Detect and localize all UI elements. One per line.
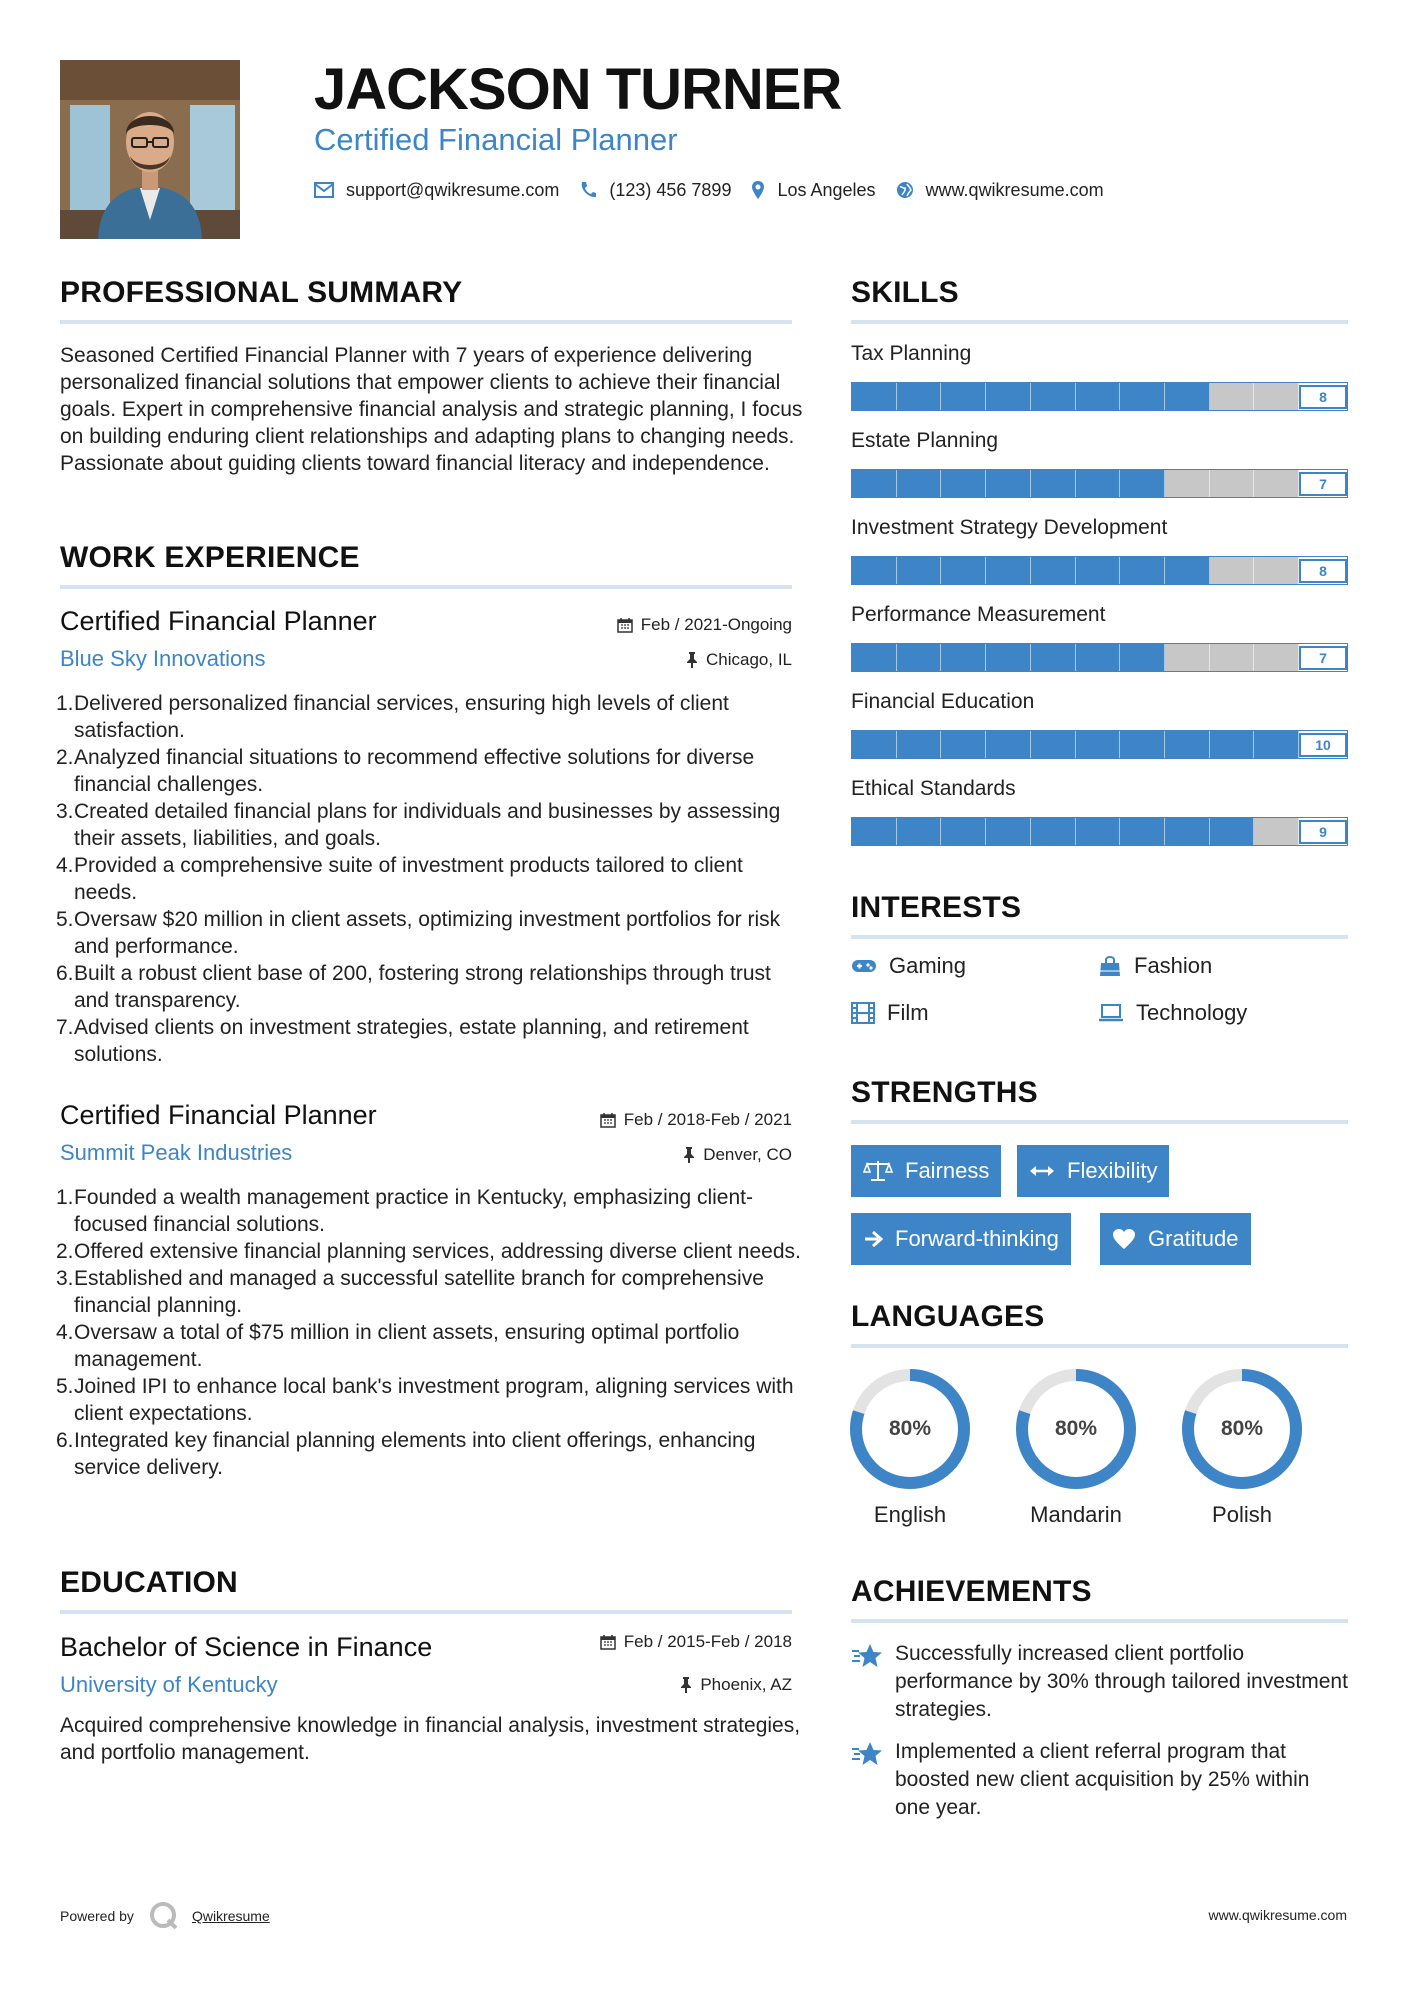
arrow-right-icon bbox=[863, 1230, 883, 1248]
experience-heading: WORK EXPERIENCE bbox=[60, 541, 360, 574]
skill-bar-segment bbox=[1254, 818, 1299, 845]
skill-bar-segment bbox=[1031, 383, 1076, 410]
education-description: Acquired comprehensive knowledge in financial analysis, investment strategies, and portfolio management. bbox=[60, 1714, 801, 1764]
skill-level-box bbox=[1299, 470, 1347, 497]
map-marker-icon bbox=[751, 180, 765, 200]
language-name: Mandarin bbox=[1030, 1502, 1122, 1527]
skill-bar-segment bbox=[852, 470, 897, 497]
star-icon bbox=[851, 1642, 883, 1670]
skill-bar-segment bbox=[1076, 731, 1121, 758]
skill-bar-segment bbox=[1076, 470, 1121, 497]
skill-bar-segment bbox=[941, 731, 986, 758]
skill-label: Ethical Standards bbox=[851, 777, 1016, 800]
strength-label: Fairness bbox=[905, 1158, 990, 1183]
job-2-dates bbox=[600, 1110, 792, 1130]
film-icon bbox=[851, 1002, 875, 1024]
list-item: 6. Integrated key financial planning elements into client offerings, enhancing service delivery. bbox=[56, 1429, 756, 1479]
interest-technology bbox=[1098, 1000, 1247, 1026]
strength-forward-thinking bbox=[851, 1213, 1071, 1265]
contact-email[interactable] bbox=[314, 180, 559, 201]
skill-level-value: 9 bbox=[1299, 820, 1347, 844]
laptop-icon bbox=[1098, 1003, 1124, 1023]
skill-level-value: 7 bbox=[1299, 646, 1347, 670]
skill-label: Estate Planning bbox=[851, 429, 999, 452]
job-1-location-text: Chicago, IL bbox=[706, 650, 792, 669]
interest-label: Technology bbox=[1136, 1000, 1248, 1025]
skill-bar bbox=[851, 469, 1348, 498]
skill-bar-segment bbox=[986, 383, 1031, 410]
skill-bar-segment bbox=[986, 644, 1031, 671]
achievement-item bbox=[851, 1738, 1348, 1822]
skill-bar-segment bbox=[1165, 470, 1210, 497]
calendar-icon bbox=[617, 617, 633, 633]
skill-bar-segment bbox=[852, 644, 897, 671]
contact-website[interactable] bbox=[896, 180, 1104, 201]
contact-phone[interactable] bbox=[579, 180, 731, 201]
skill-bar-segment bbox=[1120, 383, 1165, 410]
strength-gratitude bbox=[1100, 1213, 1251, 1265]
list-item: 3. Established and managed a successful satellite branch for comprehensive financial planning. bbox=[56, 1267, 764, 1317]
skill-level-value: 10 bbox=[1299, 733, 1347, 757]
phone-icon bbox=[579, 181, 597, 199]
skill-bar-segment bbox=[1165, 644, 1210, 671]
skill-label: Investment Strategy Development bbox=[851, 516, 1168, 539]
education-location bbox=[680, 1675, 792, 1695]
contact-bar bbox=[314, 176, 1124, 204]
skill-level-box bbox=[1299, 731, 1347, 758]
interests-divider bbox=[851, 935, 1348, 939]
job-2-company: Summit Peak Industries bbox=[60, 1140, 293, 1165]
pin-icon bbox=[686, 651, 698, 669]
skill-bar-segment bbox=[1165, 818, 1210, 845]
strength-label: Gratitude bbox=[1148, 1226, 1239, 1251]
job-1-location bbox=[686, 650, 792, 670]
skill-bar-segment bbox=[941, 818, 986, 845]
strength-label: Flexibility bbox=[1067, 1158, 1158, 1183]
language-name: Polish bbox=[1212, 1502, 1272, 1527]
contact-location-text: Los Angeles bbox=[777, 179, 876, 200]
job-2-location-text: Denver, CO bbox=[703, 1145, 792, 1164]
interest-gaming bbox=[851, 953, 966, 979]
skill-label: Tax Planning bbox=[851, 342, 972, 365]
strength-fairness bbox=[851, 1145, 1001, 1197]
interest-label: Gaming bbox=[889, 953, 967, 978]
skill-level-box bbox=[1299, 818, 1347, 845]
skill-level-value: 7 bbox=[1299, 472, 1347, 496]
skill-bar-segment bbox=[1031, 644, 1076, 671]
language-ring bbox=[1014, 1367, 1138, 1491]
skills-heading: SKILLS bbox=[851, 276, 959, 309]
achievement-text: Successfully increased client portfolio performance by 30% through tailored investment strategies. bbox=[895, 1642, 1348, 1721]
skill-bar-segment bbox=[1165, 557, 1210, 584]
skill-bar bbox=[851, 817, 1348, 846]
achievement-item bbox=[851, 1640, 1348, 1724]
skill-bar-segment bbox=[1076, 644, 1121, 671]
skill-bar-segment bbox=[1254, 731, 1299, 758]
skill-level-box bbox=[1299, 644, 1347, 671]
summary-heading: PROFESSIONAL SUMMARY bbox=[60, 276, 463, 309]
profile-photo bbox=[60, 60, 240, 239]
skill-level-box bbox=[1299, 383, 1347, 410]
languages-heading: LANGUAGES bbox=[851, 1300, 1045, 1333]
skill-bar-segment bbox=[1120, 731, 1165, 758]
skill-bar-segment bbox=[1031, 557, 1076, 584]
envelope-icon bbox=[314, 182, 334, 198]
experience-divider bbox=[60, 585, 792, 589]
skill-bar-segment bbox=[897, 818, 942, 845]
gamepad-icon bbox=[851, 957, 877, 975]
skill-bar-segment bbox=[1165, 383, 1210, 410]
skill-bar-segment bbox=[1120, 818, 1165, 845]
list-item: 5. Joined IPI to enhance local bank's investment program, aligning services with client expectations. bbox=[56, 1375, 794, 1425]
language-percent: 80% bbox=[888, 1417, 932, 1440]
skill-label: Performance Measurement bbox=[851, 603, 1106, 626]
footer-powered-by bbox=[60, 1900, 270, 1932]
strength-label: Forward-thinking bbox=[895, 1226, 1059, 1251]
job-1-dates-text: Feb / 2021-Ongoing bbox=[640, 615, 792, 634]
calendar-icon bbox=[600, 1634, 616, 1650]
skill-bar-segment bbox=[897, 383, 942, 410]
skill-bar-segment bbox=[941, 557, 986, 584]
job-2-bullets bbox=[56, 1184, 801, 1481]
skill-bar-segment bbox=[852, 557, 897, 584]
job-1-dates bbox=[617, 615, 792, 635]
education-school: University of Kentucky bbox=[60, 1672, 278, 1697]
summary-divider bbox=[60, 320, 792, 324]
skill-bar-segment bbox=[1076, 383, 1121, 410]
skill-bar-segment bbox=[1076, 818, 1121, 845]
education-divider bbox=[60, 1610, 792, 1614]
strengths-heading: STRENGTHS bbox=[851, 1076, 1038, 1109]
skill-bar-segment bbox=[986, 818, 1031, 845]
contact-location bbox=[751, 180, 875, 201]
list-item: 6. Built a robust client base of 200, fostering strong relationships through trust and transparency. bbox=[56, 962, 771, 1012]
list-item: 5. Oversaw $20 million in client assets, optimizing investment portfolios for risk and performance. bbox=[56, 908, 781, 958]
list-item: 2. Offered extensive financial planning services, addressing diverse client needs. bbox=[56, 1240, 801, 1263]
job-2-location bbox=[683, 1145, 792, 1165]
interest-label: Film bbox=[887, 1000, 929, 1025]
bag-icon bbox=[1098, 954, 1122, 978]
language-ring bbox=[848, 1367, 972, 1491]
skill-bar-segment bbox=[1120, 644, 1165, 671]
pin-icon bbox=[680, 1676, 692, 1694]
list-item: 4. Provided a comprehensive suite of investment products tailored to client needs. bbox=[56, 854, 743, 904]
skill-bar-segment bbox=[1254, 644, 1299, 671]
candidate-title: Certified Financial Planner bbox=[314, 122, 678, 157]
skill-bar bbox=[851, 382, 1348, 411]
job-1-role: Certified Financial Planner bbox=[60, 606, 377, 636]
skill-bar-segment bbox=[1076, 557, 1121, 584]
pin-icon bbox=[683, 1146, 695, 1164]
star-icon bbox=[851, 1740, 883, 1768]
skill-bar-segment bbox=[1210, 818, 1255, 845]
job-1-bullets bbox=[56, 690, 801, 1068]
skill-level-box bbox=[1299, 557, 1347, 584]
job-1-company: Blue Sky Innovations bbox=[60, 646, 266, 671]
skill-bar-segment bbox=[1210, 731, 1255, 758]
achievements-divider bbox=[851, 1619, 1348, 1623]
skill-bar-segment bbox=[1031, 731, 1076, 758]
job-2-dates-text: Feb / 2018-Feb / 2021 bbox=[623, 1110, 792, 1129]
skill-bar-segment bbox=[1165, 731, 1210, 758]
education-degree: Bachelor of Science in Finance bbox=[60, 1632, 433, 1662]
qwikresume-logo-icon bbox=[148, 1900, 180, 1932]
education-dates bbox=[600, 1632, 792, 1652]
skill-bar-segment bbox=[1210, 470, 1255, 497]
calendar-icon bbox=[600, 1112, 616, 1128]
contact-website-text: www.qwikresume.com bbox=[925, 179, 1104, 200]
language-name: English bbox=[873, 1502, 947, 1527]
skill-bar-segment bbox=[941, 383, 986, 410]
skill-bar-segment bbox=[1254, 557, 1299, 584]
skill-bar-segment bbox=[852, 818, 897, 845]
skill-bar-segment bbox=[941, 644, 986, 671]
skill-bar-segment bbox=[852, 383, 897, 410]
balance-scale-icon bbox=[863, 1159, 893, 1183]
skill-bar bbox=[851, 556, 1348, 585]
skill-level-value: 8 bbox=[1299, 385, 1347, 409]
list-item: 2. Analyzed financial situations to recommend effective solutions for diverse financial challenges. bbox=[56, 746, 755, 796]
strengths-divider bbox=[851, 1120, 1348, 1124]
qwikresume-link[interactable]: Qwikresume bbox=[191, 1908, 270, 1924]
skill-bar-segment bbox=[897, 470, 942, 497]
candidate-name: JACKSON TURNER bbox=[314, 57, 842, 122]
education-dates-text: Feb / 2015-Feb / 2018 bbox=[623, 1632, 792, 1651]
interest-fashion bbox=[1098, 953, 1212, 979]
education-location-text: Phoenix, AZ bbox=[700, 1675, 792, 1694]
list-item: 4. Oversaw a total of $75 million in client assets, ensuring optimal portfolio management. bbox=[56, 1321, 740, 1371]
skill-bar-segment bbox=[1031, 470, 1076, 497]
skill-bar-segment bbox=[1210, 557, 1255, 584]
interest-label: Fashion bbox=[1134, 953, 1213, 978]
skill-bar-segment bbox=[897, 557, 942, 584]
languages-divider bbox=[851, 1344, 1348, 1348]
list-item: 1. Delivered personalized financial services, ensuring high levels of client satisfaction. bbox=[56, 692, 729, 742]
skill-bar-segment bbox=[1120, 470, 1165, 497]
skill-bar bbox=[851, 730, 1348, 759]
heart-icon bbox=[1112, 1228, 1136, 1250]
summary-text: Seasoned Certified Financial Planner with 7 years of experience delivering personalized financial solutions that empower clients to achieve their financial goals. Expert in comprehensive financial analysis and strategic planning, I focus on building enduring client relationships and adapting plans to changing needs. Passionate about guiding clients toward financial literacy and independence. bbox=[60, 344, 803, 475]
skill-level-value: 8 bbox=[1299, 559, 1347, 583]
skill-bar-segment bbox=[1210, 383, 1255, 410]
language-ring bbox=[1180, 1367, 1304, 1491]
skill-bar-segment bbox=[941, 470, 986, 497]
language-percent: 80% bbox=[1220, 1417, 1264, 1440]
skill-bar-segment bbox=[1031, 818, 1076, 845]
skill-bar-segment bbox=[1210, 644, 1255, 671]
skill-bar-segment bbox=[986, 470, 1031, 497]
arrows-horizontal-icon bbox=[1029, 1164, 1055, 1178]
job-2-role: Certified Financial Planner bbox=[60, 1100, 377, 1130]
list-item: 7. Advised clients on investment strategies, estate planning, and retirement solutions. bbox=[56, 1016, 749, 1066]
contact-email-text: support@qwikresume.com bbox=[346, 179, 560, 200]
skill-bar-segment bbox=[986, 731, 1031, 758]
skill-bar-segment bbox=[852, 731, 897, 758]
language-percent: 80% bbox=[1054, 1417, 1098, 1440]
education-heading: EDUCATION bbox=[60, 1566, 238, 1599]
achievements-heading: ACHIEVEMENTS bbox=[851, 1575, 1092, 1608]
interest-film bbox=[851, 1000, 929, 1026]
list-item: 1. Founded a wealth management practice in Kentucky, emphasizing client-focused financial solutions. bbox=[56, 1186, 753, 1236]
skill-bar-segment bbox=[1120, 557, 1165, 584]
skills-divider bbox=[851, 320, 1348, 324]
list-item: 3. Created detailed financial plans for individuals and businesses by assessing their assets, liabilities, and goals. bbox=[56, 800, 781, 850]
skill-bar-segment bbox=[897, 644, 942, 671]
skill-bar-segment bbox=[1254, 470, 1299, 497]
contact-phone-text: (123) 456 7899 bbox=[609, 179, 732, 200]
skill-label: Financial Education bbox=[851, 690, 1035, 713]
achievement-text: Implemented a client referral program that boosted new client acquisition by 25% within one year. bbox=[895, 1740, 1310, 1819]
skill-bar-segment bbox=[897, 731, 942, 758]
footer-website[interactable]: www.qwikresume.com bbox=[1208, 1907, 1347, 1923]
powered-by-text: Powered by bbox=[60, 1908, 134, 1924]
interests-heading: INTERESTS bbox=[851, 891, 1022, 924]
skill-bar-segment bbox=[1254, 383, 1299, 410]
skill-bar bbox=[851, 643, 1348, 672]
skill-bar-segment bbox=[986, 557, 1031, 584]
globe-icon bbox=[896, 181, 914, 199]
strength-flexibility bbox=[1017, 1145, 1169, 1197]
